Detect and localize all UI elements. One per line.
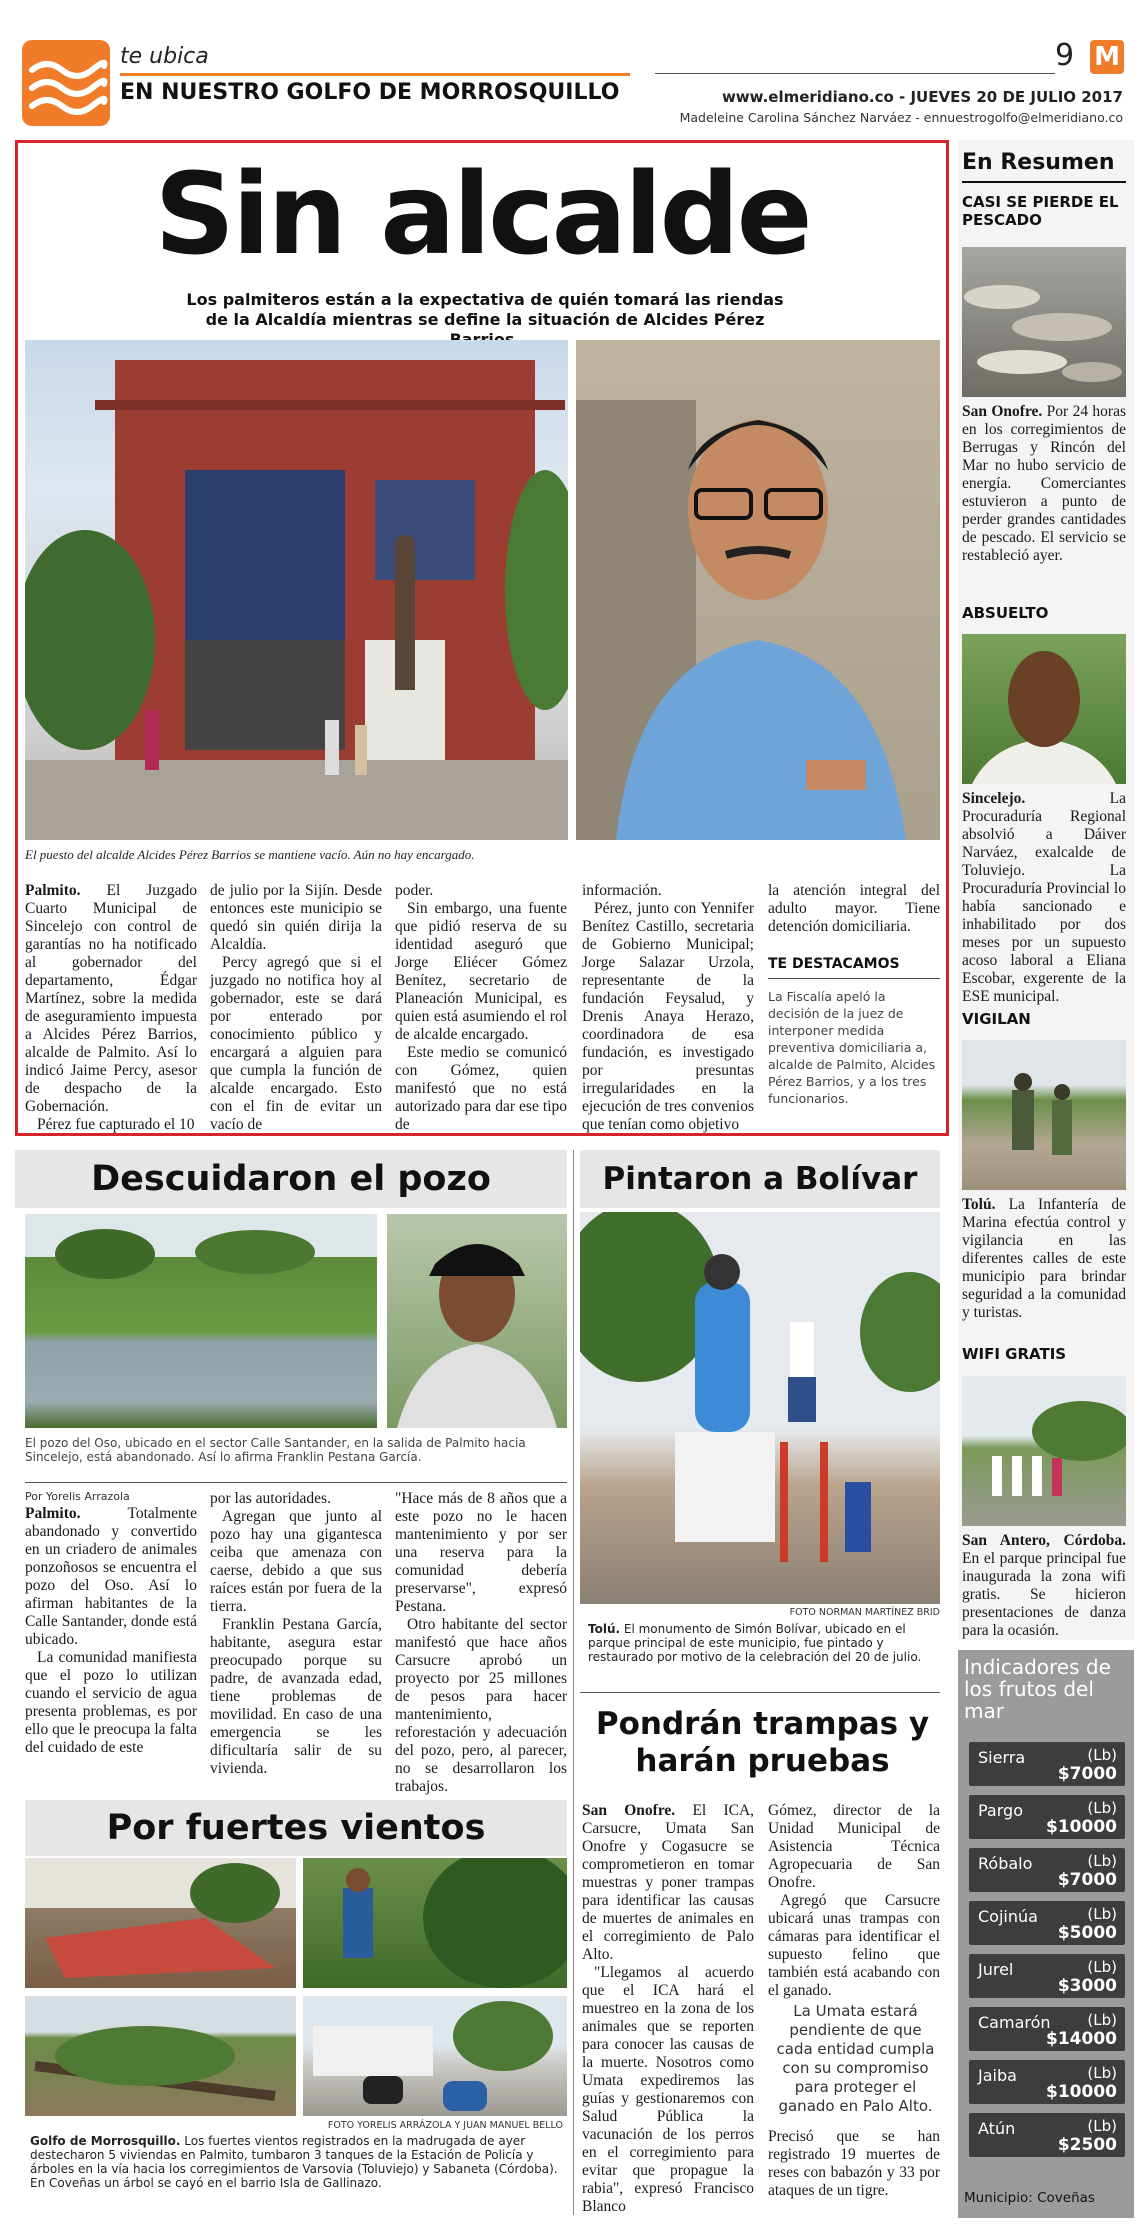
indicadores-title: Indicadores de los frutos del mar — [964, 1655, 1111, 1723]
wifi-park-photo — [962, 1376, 1126, 1526]
resumen-item-3-text — [962, 1196, 1126, 1322]
main-col4b-text: Pérez, junto con Yennifer Benítez Castillo, secretaria de Gobierno Municipal; Jorge Salazar Urzola, representante de la fundación Feysalud, y Drenis Anaya Herazo, coordinadora de esa fundación, es investigado por presuntas irregularidades en la ejecución de tres convenios que tenían como objetivo — [582, 900, 754, 1133]
dateline: www.elmeridiano.co - JUEVES 20 DE JULIO 2017 — [721, 88, 1123, 106]
price-name: Jaiba — [978, 2066, 1017, 2085]
bolivar-caption — [588, 1622, 938, 1664]
daiver-portrait-photo — [962, 634, 1126, 784]
resumen-item-4-head: WIFI GRATIS — [962, 1345, 1067, 1363]
trampas-headline: Pondrán trampas y harán pruebas — [595, 1706, 930, 1779]
bolivar-caption-text: El monumento de Simón Bolívar, ubicado en el parque principal de este municipio, fue pintado y restaurado por motivo de la celebración del 20 de julio. — [588, 1622, 922, 1664]
price-value: $3000 — [1057, 1976, 1117, 1996]
header-orange-rule — [120, 73, 630, 76]
resumen-item-4-lead: San Antero, Córdoba. — [962, 1532, 1126, 1549]
bolivar-rule — [580, 1692, 940, 1693]
pozo-col-2 — [210, 1490, 382, 1778]
main-col-3 — [395, 882, 567, 1134]
resumen-item-2-lead: Sincelejo. — [962, 790, 1026, 807]
fallen-trees-road-photo — [25, 1996, 296, 2116]
price-row-pargo — [969, 1795, 1125, 1839]
main-col-1 — [25, 882, 197, 1134]
page-number: 9 — [1055, 38, 1075, 73]
trampas-pull-quote: La Umata estará pendiente de que cada entidad cumpla con su compromiso para proteger el ganado en Palo Alto. — [776, 2002, 935, 2115]
main-col3b-text: Sin embargo, una fuente que pidió reserva de su identidad aseguró que Jorge Eliécer Gómez Benítez, secretario de Planeación Municipal, es quien está asumiendo el rol de alcalde encargado. — [395, 900, 567, 1043]
destacamos-rule — [768, 978, 940, 979]
price-row-jurel — [969, 1954, 1125, 1998]
pozo-col-1 — [25, 1505, 197, 1757]
main-headline: Sin alcalde — [154, 150, 810, 280]
resumen-item-2-body: La Procuraduría Regional absolvió a Dáiver Narváez, exalcalde de Toluviejo. La Procuraduría Provincial lo había sancionado e inhabilitado por dos meses por un supuesto acoso laboral a Eliana Escobar, exgerente de la ESE municipal. — [962, 790, 1126, 1005]
pozo-caption: El pozo del Oso, ubicado en el sector Calle Santander, en la salida de Palmito hacia Sincelejo, está abandonado. Así lo afirma Franklin Pestana García. — [25, 1436, 526, 1464]
vientos-caption-text: Los fuertes vientos registrados en la madrugada de ayer destecharon 5 viviendas en Palmito, tumbaron 3 tanques de la Estación de Policía y árboles en la vía hacia los corregimientos de Varsovia (Toluviejo) y Sabaneta (Córdoba). En Coveñas un árbol se cayó en el barrio Isla de Gallinazo. — [30, 2134, 558, 2190]
resumen-item-3-body: La Infantería de Marina efectúa control y vigilancia en las diferentes calles de este municipio para brindar seguridad a la comunidad y turistas. — [962, 1196, 1127, 1321]
price-name: Róbalo — [978, 1854, 1033, 1873]
price-unit: (Lb) — [1087, 1799, 1117, 1817]
resumen-item-1-lead: San Onofre. — [962, 403, 1043, 420]
price-row-jaiba — [969, 2060, 1125, 2104]
pozo-col2b-text: Agregan que junto al pozo hay una gigantesca ceiba que amenaza con caerse, debido a que sus raíces están por fuera de la tierra. — [210, 1508, 382, 1615]
pozo-col3b-text: Otro habitante del sector manifestó que hace años Carsucre aprobó un proyecto por 25 millones de pesos para hacer mantenimiento, reforestación y adecuación del pozo, pero, al parecer, no se desarrollaron los trabajos. — [395, 1616, 567, 1795]
pozo-headline: Descuidaron el pozo — [15, 1150, 567, 1208]
bolivar-statue-photo — [580, 1212, 940, 1604]
price-name: Atún — [978, 2119, 1016, 2138]
pozo-col-3 — [395, 1490, 567, 1796]
main-col1-text: El Juzgado Cuarto Municipal de Sincelejo con control de garantías no ha notificado al gobernador del departamento, Édgar Martínez, sobre la medida de aseguramiento impuesta a Alcides Pérez Barrios, alcalde de Palmito. Así lo indicó Jaime Percy, asesor de despacho de la Gobernación. — [25, 882, 197, 1115]
main-col3a-text: poder. — [395, 882, 434, 899]
resumen-item-3-lead: Tolú. — [962, 1196, 996, 1213]
price-name: Jurel — [978, 1960, 1014, 1979]
indicadores-footer: Municipio: Coveñas — [964, 2190, 1095, 2206]
resumen-title: En Resumen — [962, 150, 1115, 175]
franklin-portrait-photo — [387, 1214, 567, 1428]
trampas-col-1 — [582, 1802, 754, 2216]
price-unit: (Lb) — [1087, 1905, 1117, 1923]
price-unit: (Lb) — [1087, 2011, 1117, 2029]
main-col2a-text: de julio por la Sijín. Desde entonces este municipio se quedó sin quién dirija la Alcaldía. — [210, 882, 382, 953]
main-col5a-text: la atención integral del adulto mayor. Tiene detención domiciliaria. — [768, 882, 940, 935]
fish-photo — [962, 247, 1126, 397]
price-value: $2500 — [1057, 2135, 1117, 2155]
section-small-title: te ubica — [120, 44, 209, 69]
resumen-item-4-body: En el parque principal fue inaugurada la zona wifi gratis. Se hicieron presentaciones de danza para la ocasión. — [962, 1550, 1126, 1639]
price-name: Camarón — [978, 2013, 1051, 2032]
destacamos-title: TE DESTACAMOS — [768, 956, 900, 972]
pozo-col3a-text: "Hace más de 8 años que a este pozo no le hacen mantenimiento y por ser una reserva para la comunidad debería preservarse", expresó Pestana. — [395, 1490, 567, 1615]
main-photo-caption: El puesto del alcalde Alcides Pérez Barrios se mantiene vacío. Aún no hay encargado. — [25, 847, 475, 862]
price-unit: (Lb) — [1087, 2117, 1117, 2135]
resumen-item-3-head: VIGILAN — [962, 1010, 1031, 1028]
pozo-byline: Por Yorelis Arrazola — [25, 1490, 130, 1503]
price-unit: (Lb) — [1087, 1852, 1117, 1870]
resumen-item-4-text — [962, 1532, 1126, 1640]
section-big-title: EN NUESTRO GOLFO DE MORROSQUILLO — [120, 80, 620, 105]
bolivar-caption-lead: Tolú. — [588, 1622, 621, 1636]
pozo-col2a-text: por las autoridades. — [210, 1490, 331, 1507]
price-unit: (Lb) — [1087, 1746, 1117, 1764]
trampas-col2c-text: Precisó que se han registrado 19 muertes de reses con babazón y 33 por ataques de un tigre. — [768, 2128, 940, 2199]
bolivar-headline: Pintaron a Bolívar — [580, 1150, 940, 1208]
pozo-rule — [25, 1482, 567, 1483]
trampas-col2b-text: Agregó que Carsucre ubicará unas trampas con cámaras para identificar el supuesto felino que también está acabando con el ganado. — [768, 1892, 940, 1999]
price-value: $5000 — [1057, 1923, 1117, 1943]
pozo-col1-text: Totalmente abandonado y convertido en un criadero de animales ponzoñosos se encuentra el pozo del Oso. Así lo afirman habitantes de la Calle Santander, donde está ubicado. — [25, 1505, 197, 1648]
dateline-lead: Palmito. — [25, 882, 81, 899]
resumen-item-2-head: ABSUELTO — [962, 604, 1049, 622]
trampas-dateline: San Onofre. — [582, 1802, 676, 1819]
price-unit: (Lb) — [1087, 1958, 1117, 1976]
trampas-col-2c — [768, 2128, 940, 2200]
main-col2b-text: Percy agregó que si el juzgado no notifica hoy al gobernador, este se dará por enterado por conocimiento público y encargará a alguien para que cumpla la función de alcalde encargado. Esto con el fin de evitar un vacío de — [210, 954, 382, 1133]
trampas-col1-text: El ICA, Carsucre, Umata San Onofre y Cogasucre se comprometieron en tomar muestras y poner trampas para identificar las causas de muertes de animales en el corregimiento de Palo Alto. — [582, 1802, 755, 1963]
trampas-col-2 — [768, 1802, 940, 2000]
pozo-dateline: Palmito. — [25, 1505, 81, 1522]
price-row-sierra — [969, 1742, 1125, 1786]
main-subtitle: Los palmiteros están a la expectativa de quién tomará las riendas de la Alcaldía mientras se define la situación de Alcides Pérez — [186, 290, 784, 329]
destacamos-text: La Fiscalía apeló la decisión de la juez de interponer medida preventiva domiciliaria a, alcalde de Palmito, Alcides Pérez Barrios, y a los tres funcionarios. — [768, 989, 936, 1106]
main-col3c-text: Este medio se comunicó con Gómez, quien manifestó que no está autorizado para dar ese tipo de — [395, 1044, 567, 1133]
price-row-camaron — [969, 2007, 1125, 2051]
column-divider — [573, 1150, 574, 2215]
main-col-5 — [768, 882, 940, 936]
price-row-robalo — [969, 1848, 1125, 1892]
pond-photo — [25, 1214, 377, 1428]
section-logo — [22, 40, 110, 126]
resumen-item-1-text — [962, 403, 1126, 565]
fallen-roof-photo — [25, 1858, 296, 1988]
price-value: $14000 — [1046, 2029, 1117, 2049]
fallen-water-tanks-photo — [303, 1996, 567, 2116]
resumen-item-2-text — [962, 790, 1126, 1006]
price-name: Cojinúa — [978, 1907, 1038, 1926]
price-name: Pargo — [978, 1801, 1023, 1820]
vientos-caption — [30, 2134, 567, 2190]
official-portrait-photo — [576, 340, 940, 840]
pozo-col2c-text: Franklin Pestana García, habitante, asegura estar preocupado porque su padre, de avanzada edad, tiene problemas de movilidad. En caso de una emergencia se les dificultaría salir de su vivienda. — [210, 1616, 382, 1777]
waves-icon — [22, 40, 110, 126]
price-unit: (Lb) — [1087, 2064, 1117, 2082]
main-col1b-text: Pérez fue capturado el 10 — [37, 1116, 195, 1133]
vientos-headline: Por fuertes vientos — [25, 1800, 567, 1856]
price-value: $7000 — [1057, 1764, 1117, 1784]
bolivar-photo-credit: FOTO NORMAN MARTÍNEZ BRID — [789, 1607, 940, 1618]
price-value: $7000 — [1057, 1870, 1117, 1890]
trampas-col1b-text: "Llegamos al acuerdo que el ICA hará el muestreo en la zona de los animales que se reporten para conocer las causas de la muerte. Nosotros como Umata expediremos las guías y gestionaremos con Salud Pública la vacunación de los perros en el corregimiento para evitar que propague la rabia", expresó Francisco Blanco — [582, 1964, 754, 2215]
vientos-photo-credit: FOTO YORELIS ARRÁZOLA Y JUAN MANUEL BELLO — [327, 2120, 563, 2131]
editor-line: Madeleine Carolina Sánchez Narváez - ennuestrogolfo@elmeridiano.co — [679, 110, 1123, 125]
main-col4a-text: información. — [582, 882, 662, 899]
trampas-col2a-text: Gómez, director de la Unidad Municipal de Asistencia Técnica Agropecuaria de San Onofre. — [768, 1802, 940, 1891]
resumen-item-1-head: CASI SE PIERDE EL PESCADO — [962, 193, 1119, 229]
resumen-item-1-body: Por 24 horas en los corregimientos de Berrugas y Rincón del Mar no hubo servicio de energía. Comerciantes estuvieron a punto de perder grandes cantidades de pescado. El servicio se restableció ayer. — [962, 403, 1127, 564]
alcaldia-building-photo — [25, 340, 568, 840]
pozo-col1b-text: La comunidad manifiesta que el pozo lo utilizan cuando el servicio de agua presenta problemas, es por ello que le preocupa la falta del cuidado de este — [25, 1649, 197, 1756]
price-name: Sierra — [978, 1748, 1026, 1767]
price-row-cojinua — [969, 1901, 1125, 1945]
price-row-atun — [969, 2113, 1125, 2157]
resumen-title-rule — [962, 181, 1126, 183]
price-value: $10000 — [1046, 2082, 1117, 2102]
newspaper-logo: M — [1090, 40, 1124, 74]
tree-cleanup-photo — [303, 1858, 567, 1988]
header-right-rule — [655, 73, 1055, 74]
marines-patrol-photo — [962, 1040, 1126, 1190]
main-col-4 — [582, 882, 754, 1134]
main-col-2 — [210, 882, 382, 1134]
price-value: $10000 — [1046, 1817, 1117, 1837]
vientos-caption-lead: Golfo de Morrosquillo. — [30, 2134, 181, 2148]
